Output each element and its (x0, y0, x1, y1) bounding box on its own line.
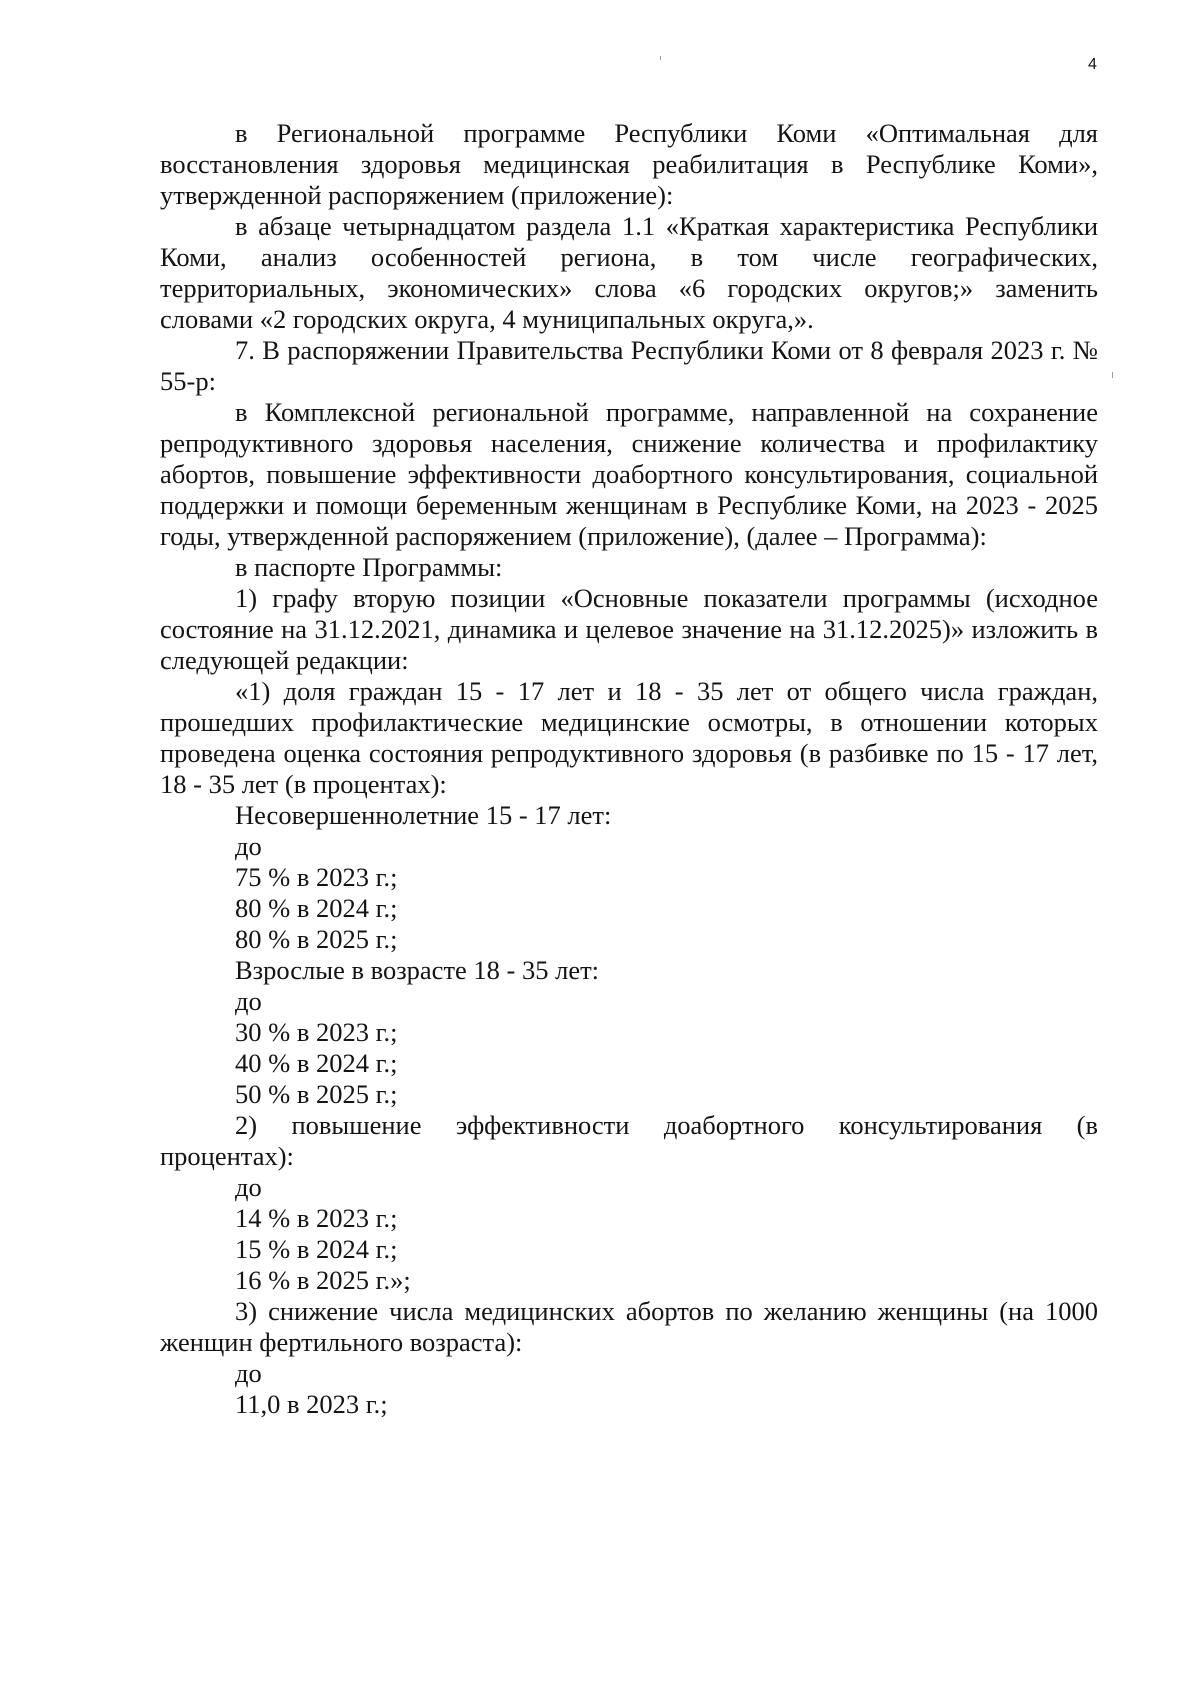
paragraph-section-amendment: в абзаце четырнадцатом раздела 1.1 «Краткая характеристика Республики Коми, анализ особенностей региона, в том числе географических, территориальных, экономических» слова «6 городских округов;» заменить словами «2 городских округа, 4 муниципальных округа,». (160, 211, 1098, 334)
document-body (160, 118, 1098, 1420)
list-item: 50 % в 2025 г.; (235, 1079, 398, 1109)
list-item: Взрослые в возрасте 18 - 35 лет: (235, 955, 600, 985)
list-item: 80 % в 2024 г.; (235, 893, 398, 923)
list-item: до (235, 986, 262, 1016)
list-item: до (235, 1358, 262, 1388)
list-item: 75 % в 2023 г.; (235, 862, 398, 892)
list-item: 80 % в 2025 г.; (235, 924, 398, 954)
list-item: Несовершеннолетние 15 - 17 лет: (235, 800, 612, 830)
paragraph-rehabilitation-program: в Региональной программе Республики Коми «Оптимальная для восстановления здоровья медицинская реабилитация в Республике Коми», утвержденной распоряжением (приложение): (160, 118, 1098, 210)
list-item: 30 % в 2023 г.; (235, 1017, 398, 1047)
paragraph-indicator-1: «1) доля граждан 15 - 17 лет и 18 - 35 лет от общего числа граждан, прошедших профилактические медицинские осмотры, в отношении которых проведена оценка состояния репродуктивного здоровья (в разбивке по 15 - 17 лет, 18 - 35 лет (в процентах): (160, 676, 1098, 799)
list-item: 15 % в 2024 г.; (235, 1234, 398, 1264)
scan-speck (660, 56, 661, 60)
paragraph-indicators: 1) графу вторую позиции «Основные показатели программы (исходное состояние на 31.12.2021, динамика и целевое значение на 31.12.2025)» изложить в следующей редакции: (160, 583, 1098, 675)
paragraph-item-7: 7. В распоряжении Правительства Республики Коми от 8 февраля 2023 г. № 55-р: (160, 335, 1098, 396)
list-item: 16 % в 2025 г.»; (235, 1265, 411, 1295)
list-item: 14 % в 2023 г.; (235, 1203, 398, 1233)
list-item: до (235, 1172, 262, 1202)
list-item: 11,0 в 2023 г.; (235, 1389, 388, 1419)
scan-speck (1112, 372, 1113, 378)
paragraph-complex-program: в Комплексной региональной программе, направленной на сохранение репродуктивного здоровья населения, снижение количества и профилактику абортов, повышение эффективности доабортного консультирования, социальной поддержки и помощи беременным женщинам в Республике Коми, на 2023 - 2025 годы, утвержденной распоряжением (приложение), (далее – Программа): (160, 397, 1098, 551)
list-item: до (235, 831, 262, 861)
paragraph-program-passport: в паспорте Программы: (235, 552, 503, 582)
paragraph-indicator-2: 2) повышение эффективности доабортного консультирования (в процентах): (160, 1110, 1098, 1171)
page-number: 4 (1088, 56, 1097, 73)
paragraph-indicator-3: 3) снижение числа медицинских абортов по желанию женщины (на 1000 женщин фертильного возраста): (160, 1296, 1098, 1357)
list-item: 40 % в 2024 г.; (235, 1048, 398, 1078)
